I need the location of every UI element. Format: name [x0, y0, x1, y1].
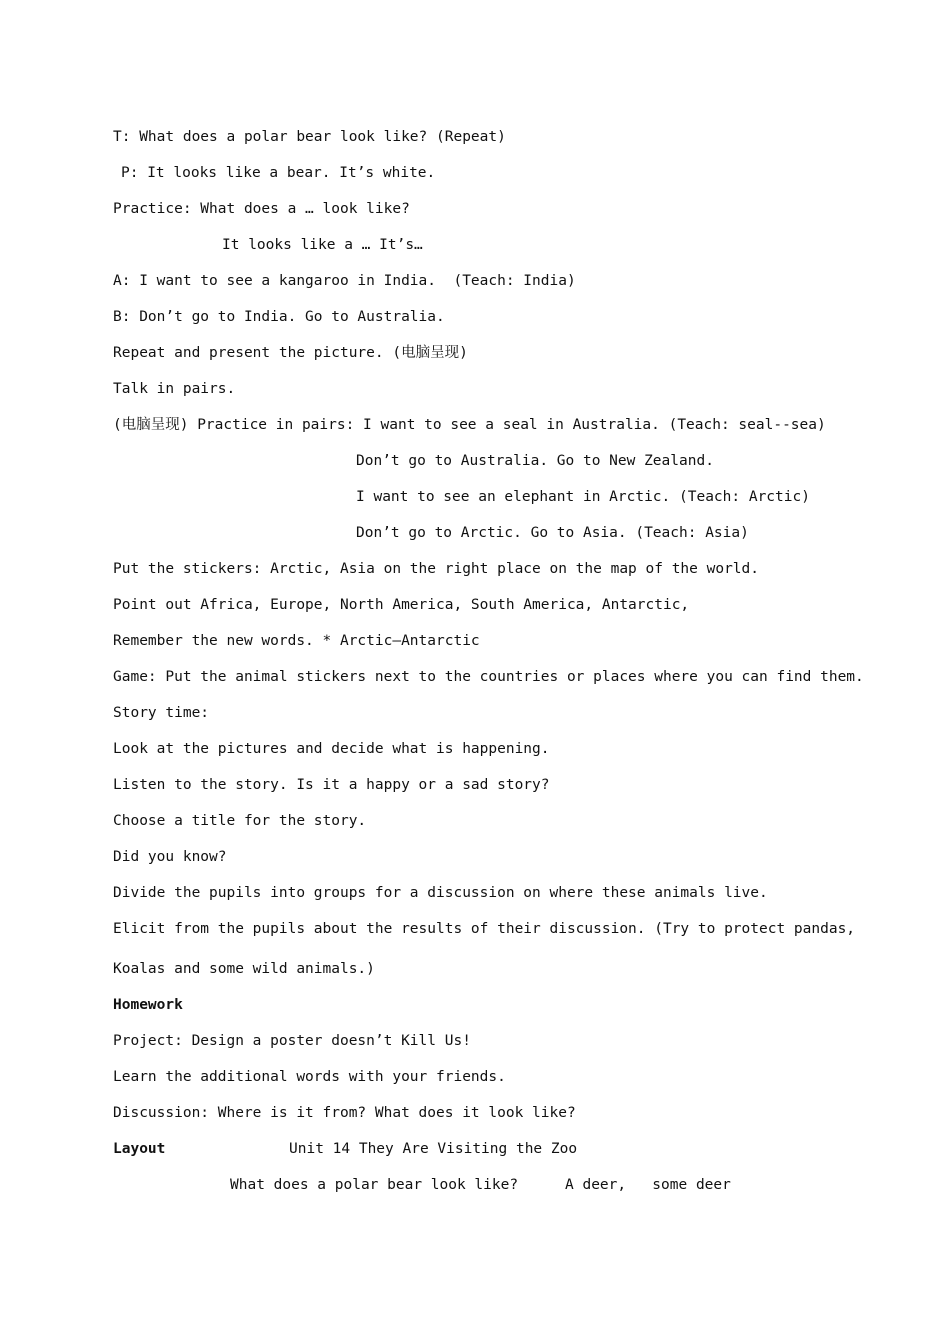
text-line: (电脑呈现) Practice in pairs: I want to see a seal in Australia. (Teach: seal--sea): [113, 417, 826, 433]
text-line: What does a polar bear look like?: [230, 1177, 519, 1193]
text-line: Koalas and some wild animals.): [113, 961, 375, 977]
layout-heading: Layout: [113, 1141, 166, 1157]
text-line: Point out Africa, Europe, North America, South America, Antarctic,: [113, 597, 690, 613]
text-line: Don’t go to Australia. Go to New Zealand.: [356, 453, 714, 469]
text-line: Discussion: Where is it from? What does it look like?: [113, 1105, 576, 1121]
text-line: I want to see an elephant in Arctic. (Teach: Arctic): [356, 489, 810, 505]
text-line: Did you know?: [113, 849, 227, 865]
text-line: A: I want to see a kangaroo in India. (Teach: India): [113, 273, 576, 289]
text-line: Put the stickers: Arctic, Asia on the right place on the map of the world.: [113, 561, 760, 577]
text-line: Project: Design a poster doesn’t Kill Us!: [113, 1033, 471, 1049]
text-line: Don’t go to Arctic. Go to Asia. (Teach: Asia): [356, 525, 749, 541]
text-line: T: What does a polar bear look like? (Repeat): [113, 129, 506, 145]
text-line: Elicit from the pupils about the results of their discussion. (Try to protect pandas,: [113, 921, 856, 937]
text-line: A deer, some deer: [565, 1177, 731, 1193]
text-line: P: It looks like a bear. It’s white.: [121, 165, 436, 181]
text-line: Practice: What does a … look like?: [113, 201, 410, 217]
text-line: Talk in pairs.: [113, 381, 236, 397]
text-line: It looks like a … It’s…: [222, 237, 423, 253]
text-line: Divide the pupils into groups for a discussion on where these animals live.: [113, 885, 768, 901]
homework-heading: Homework: [113, 997, 183, 1013]
text-line: Listen to the story. Is it a happy or a sad story?: [113, 777, 550, 793]
text-line: B: Don’t go to India. Go to Australia.: [113, 309, 445, 325]
text-line: Repeat and present the picture. (电脑呈现): [113, 345, 468, 361]
unit-title: Unit 14 They Are Visiting the Zoo: [289, 1141, 578, 1157]
text-line: Remember the new words. * Arctic—Antarctic: [113, 633, 480, 649]
text-line: Look at the pictures and decide what is happening.: [113, 741, 550, 757]
text-line: Choose a title for the story.: [113, 813, 367, 829]
text-line: Learn the additional words with your friends.: [113, 1069, 506, 1085]
text-line: Story time:: [113, 705, 210, 721]
text-line: Game: Put the animal stickers next to the countries or places where you can find them.: [113, 669, 864, 685]
